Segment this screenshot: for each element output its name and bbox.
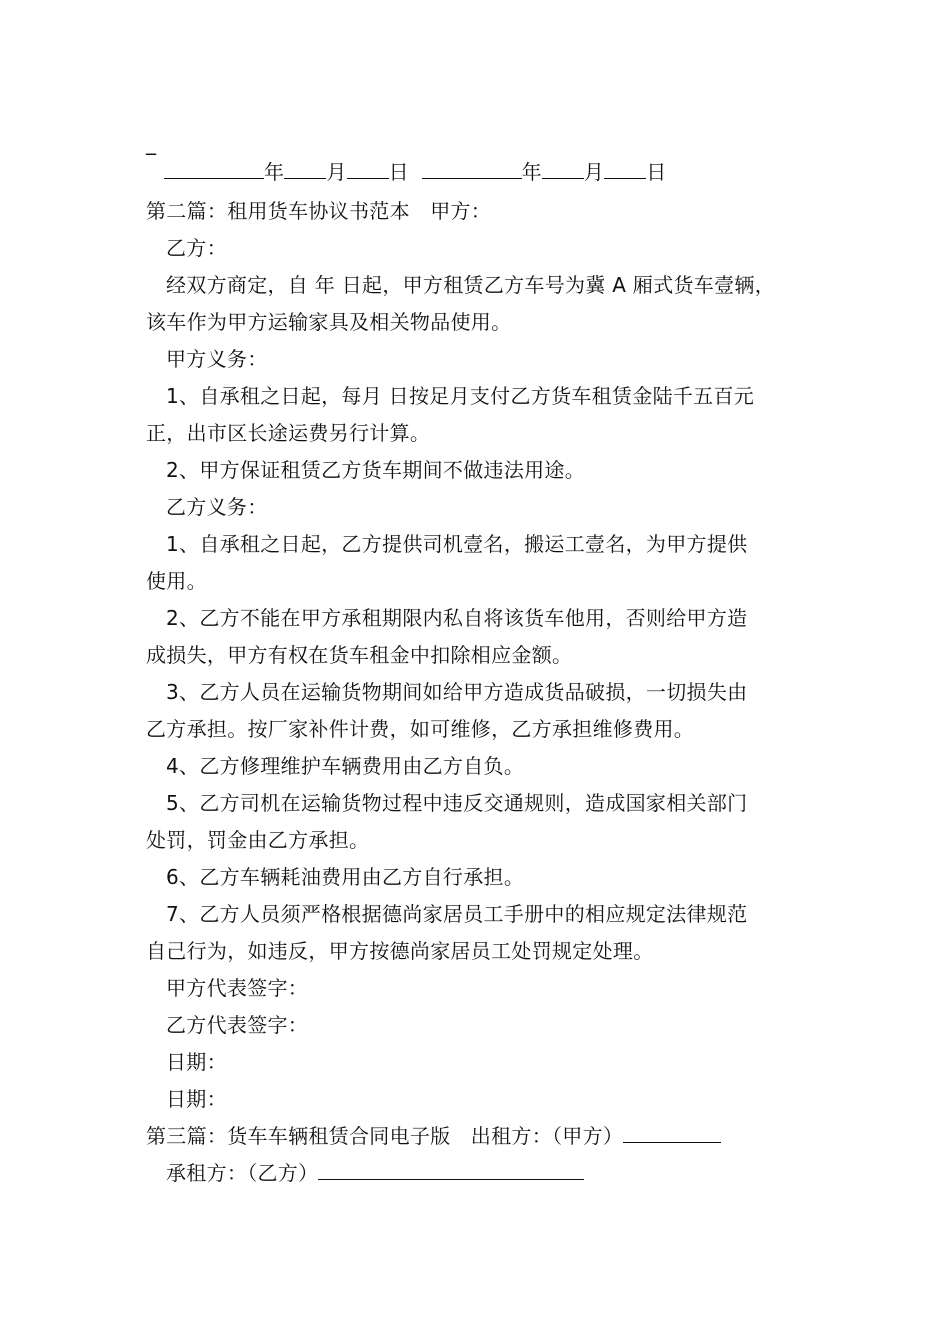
blank-underline: [347, 160, 389, 179]
day-label: 日: [646, 160, 667, 184]
blank-underline: [623, 1124, 721, 1143]
lessor-label: 第三篇：货车车辆租赁合同电子版 出租方：（甲方）: [146, 1124, 624, 1148]
text-line: 1、自承租之日起，乙方提供司机壹名，搬运工壹名，为甲方提供: [166, 532, 748, 556]
text-line: 1、自承租之日起，每月 日按足月支付乙方货车租赁金陆千五百元: [166, 384, 755, 408]
top-mark: _: [146, 131, 157, 155]
year-label: 年: [264, 160, 285, 184]
text-line: 7、乙方人员须严格根据德尚家居员工手册中的相应规定法律规范: [166, 902, 748, 926]
text-line: 3、乙方人员在运输货物期间如给甲方造成货品破损，一切损失由: [166, 680, 748, 704]
text-line: 该车作为甲方运输家具及相关物品使用。: [146, 310, 512, 334]
blank-underline: [604, 160, 646, 179]
section-3-heading: [146, 1124, 826, 1148]
signature-label-a: 甲方代表签字：: [166, 976, 309, 1000]
text-line: 乙方：: [166, 236, 227, 260]
month-label: 月: [326, 160, 347, 184]
date-label-a: 日期：: [166, 1050, 227, 1074]
text-line: 4、乙方修理维护车辆费用由乙方自负。: [166, 754, 525, 778]
text-line: 处罚，罚金由乙方承担。: [146, 828, 370, 852]
date-label-b: 日期：: [166, 1087, 227, 1111]
signature-label-b: 乙方代表签字：: [166, 1013, 309, 1037]
blank-underline: [542, 160, 584, 179]
year-label: 年: [521, 160, 542, 184]
day-label: 日: [388, 160, 409, 184]
text-line: 自己行为，如违反，甲方按德尚家居员工处罚规定处理。: [146, 939, 654, 963]
text-line: 2、乙方不能在甲方承租期限内私自将该货车他用，否则给甲方造: [166, 606, 748, 630]
blank-underline: [164, 160, 264, 179]
month-label: 月: [583, 160, 605, 184]
lessee-label: 承租方：（乙方）: [166, 1161, 319, 1185]
blank-underline: [318, 1161, 584, 1180]
text-line: 使用。: [146, 569, 207, 593]
text-line: 5、乙方司机在运输货物过程中违反交通规则，造成国家相关部门: [166, 791, 748, 815]
text-line: 乙方义务：: [166, 495, 268, 519]
text-line: 经双方商定，自 年 日起，甲方租赁乙方车号为冀 A 厢式货车壹辆，: [166, 273, 776, 297]
text-line: 正，出市区长途运费另行计算。: [146, 421, 431, 445]
text-line: 6、乙方车辆耗油费用由乙方自行承担。: [166, 865, 525, 889]
text-line: 乙方承担。按厂家补件计费，如可维修，乙方承担维修费用。: [146, 717, 695, 741]
lessee-line: [166, 1161, 846, 1185]
text-line: 甲方义务：: [166, 347, 268, 371]
section-2-heading: 第二篇：租用货车协议书范本 甲方：: [146, 199, 492, 223]
blank-underline: [284, 160, 326, 179]
text-line: 成损失，甲方有权在货车租金中扣除相应金额。: [146, 643, 573, 667]
date-line: [164, 160, 844, 184]
blank-underline: [422, 160, 522, 179]
text-line: 2、甲方保证租赁乙方货车期间不做违法用途。: [166, 458, 586, 482]
